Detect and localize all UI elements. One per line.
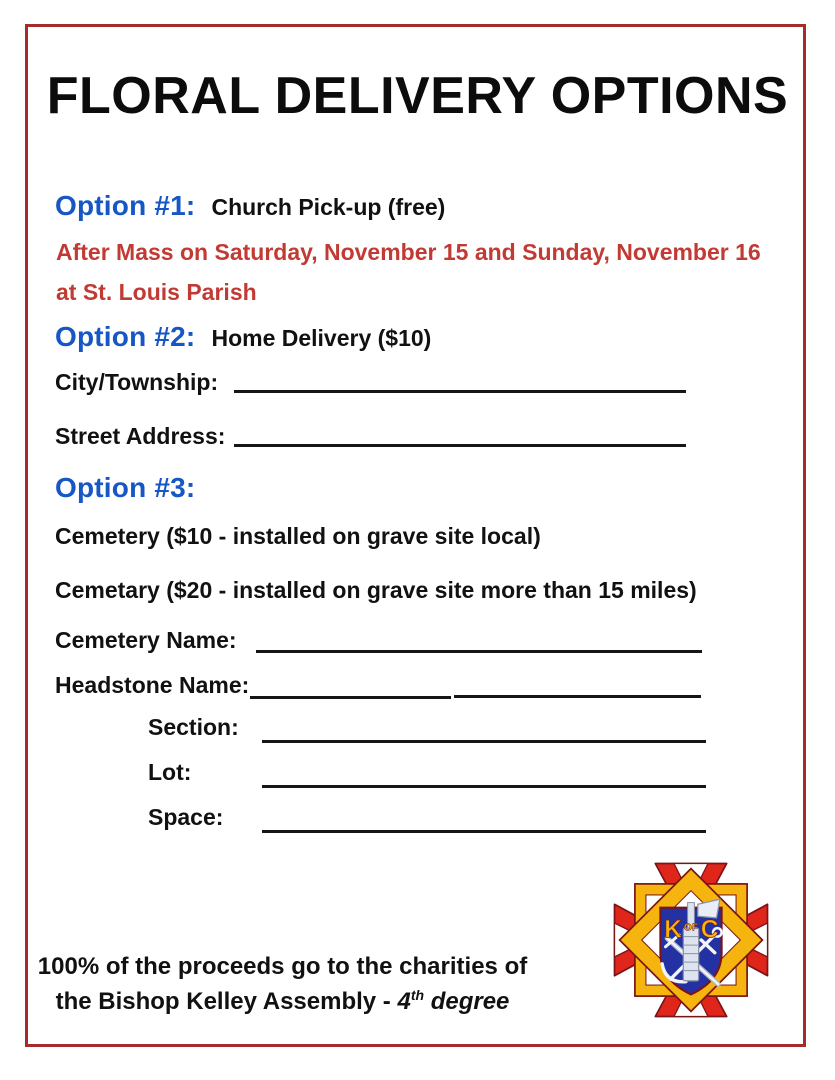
section-fill-line[interactable] (262, 740, 706, 743)
space-label: Space: (148, 804, 224, 830)
footer-degree-word: degree (424, 988, 510, 1015)
kofc-logo (606, 855, 776, 1025)
lot-fill-line[interactable] (262, 785, 706, 788)
option1-note-line1: After Mass on Saturday, November 15 and Sunday, November 16 (56, 239, 761, 265)
option1-description: Church Pick-up (free) (211, 194, 446, 220)
lot-label: Lot: (148, 759, 192, 785)
footer-line2-regular: the Bishop Kelley Assembly - (55, 988, 398, 1015)
option2-row (55, 321, 431, 353)
space-fill-line[interactable] (262, 830, 706, 833)
footer-degree-number: 4 (397, 988, 411, 1015)
headstone-name-fill-line-right[interactable] (454, 695, 701, 698)
section-label: Section: (148, 714, 239, 740)
option3-heading: Option #3: (55, 472, 196, 503)
option3-row (55, 472, 195, 504)
footer-degree-sup: th (410, 987, 425, 1003)
headstone-name-fill-line-left[interactable] (250, 696, 451, 699)
cemetery-name-fill-line[interactable] (256, 650, 702, 653)
street-address-label: Street Address: (55, 423, 226, 449)
city-township-fill-line[interactable] (234, 390, 686, 393)
svg-text:C: C (700, 916, 719, 944)
option2-heading: Option #2: (55, 321, 196, 352)
option1-row (55, 190, 445, 222)
svg-text:OF: OF (683, 922, 699, 934)
option3-pricing-distance: Cemetary ($20 - installed on grave site more than 15 miles) (55, 577, 697, 603)
cemetery-name-label: Cemetery Name: (55, 627, 237, 653)
option1-heading: Option #1: (55, 190, 196, 221)
page-title: FLORAL DELIVERY OPTIONS (46, 67, 789, 125)
city-township-label: City/Township: (55, 369, 219, 395)
option2-description: Home Delivery ($10) (211, 325, 432, 351)
option3-pricing-local: Cemetery ($10 - installed on grave site local) (55, 523, 541, 549)
footer-charity-note (30, 952, 535, 1016)
footer-line1: 100% of the proceeds go to the charities of (37, 953, 528, 980)
headstone-name-label: Headstone Name: (55, 672, 250, 698)
option1-note-line2: at St. Louis Parish (56, 279, 257, 305)
street-address-fill-line[interactable] (234, 444, 686, 447)
svg-text:K: K (664, 916, 683, 944)
